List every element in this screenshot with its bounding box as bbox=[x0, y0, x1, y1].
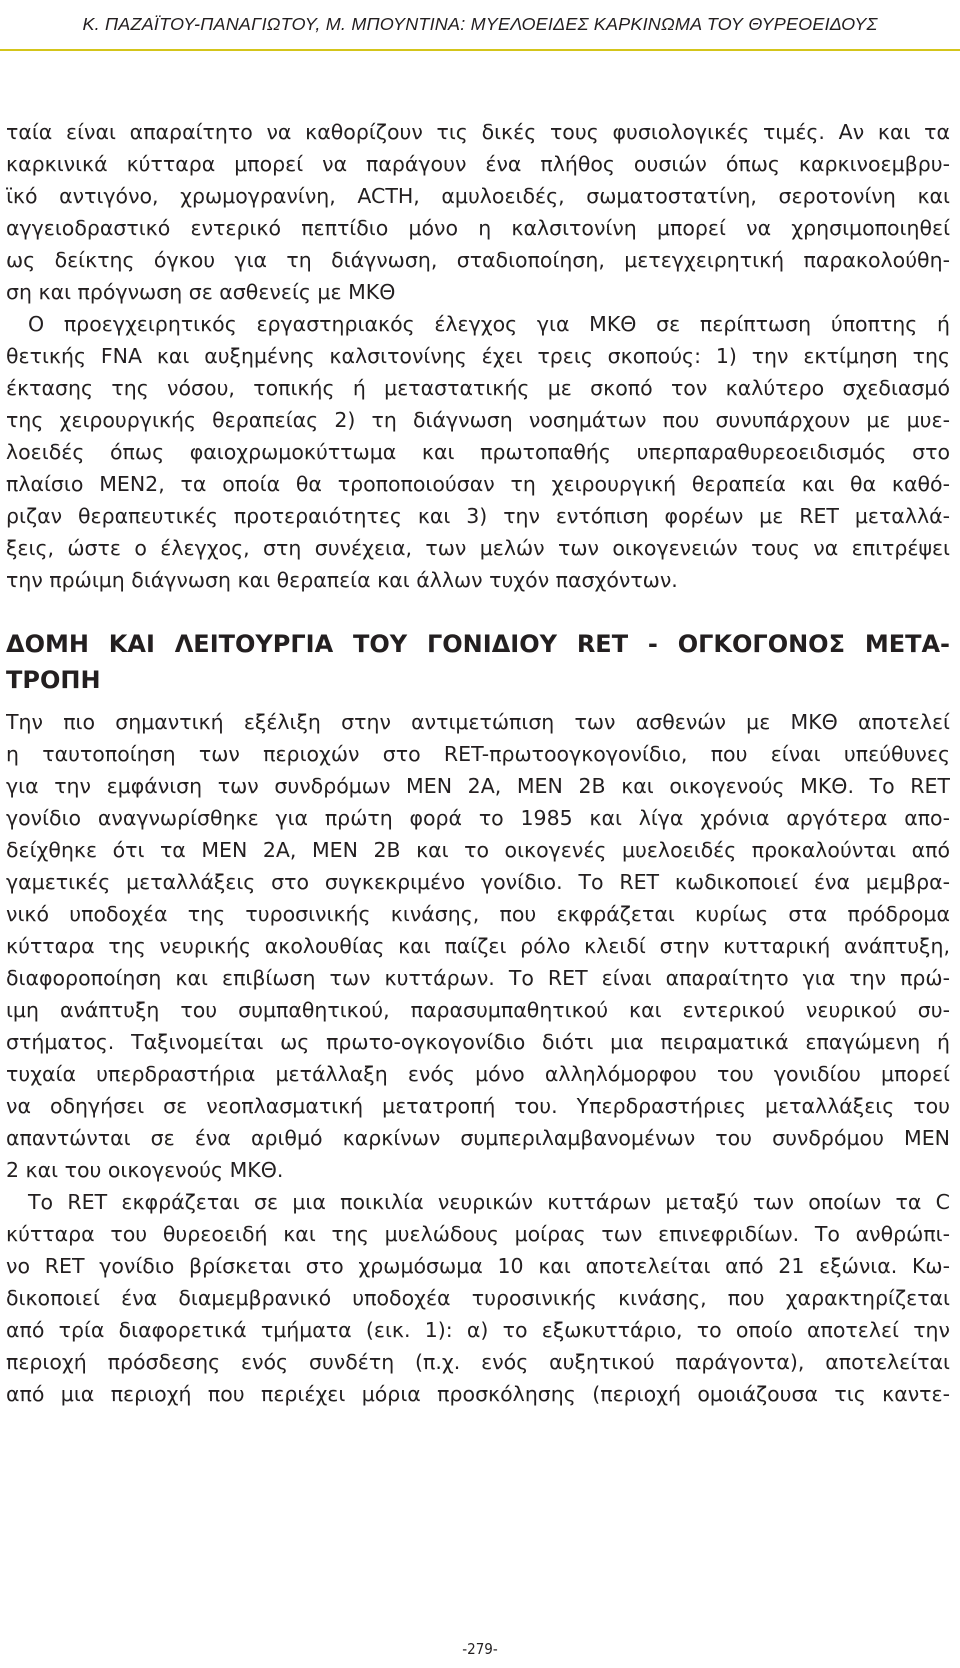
text-line: να οδηγήσει σε νεοπλασματική μετατροπή του. Υπερδραστήριες μεταλλάξεις του bbox=[6, 1094, 950, 1118]
text-line: ϊκό αντιγόνο, χρωμογρανίνη, ACTH, αμυλοειδές, σωματοστατίνη, σεροτονίνη και bbox=[6, 184, 950, 208]
text-line: Το RET εκφράζεται σε μια ποικιλία νευρικών κυττάρων μεταξύ των οποίων τα C bbox=[28, 1190, 950, 1214]
paragraph-1 bbox=[6, 116, 950, 308]
running-header bbox=[0, 0, 960, 48]
heading-spacer bbox=[6, 698, 950, 706]
text-line: Την πιο σημαντική εξέλιξη στην αντιμετώπιση των ασθενών με ΜΚΘ αποτελεί bbox=[6, 710, 950, 734]
text-line: γονίδιο αναγνωρίσθηκε για πρώτη φορά το 1985 και λίγα χρόνια αργότερα απο- bbox=[6, 806, 950, 830]
text-line: στήματος. Ταξινομείται ως πρωτο-ογκογονίδιο διότι μια πειραματικά επαγώμενη ή bbox=[6, 1030, 950, 1054]
text-line: από μια περιοχή που περιέχει μόρια προσκόλησης (περιοχή ομοιάζουσα τις καντε- bbox=[6, 1382, 950, 1406]
text-line: γαμετικές μεταλλάξεις στο συγκεκριμένο γονίδιο. Το RET κωδικοποιεί ένα μεμβρα- bbox=[6, 870, 950, 894]
text-line: ως δείκτης όγκου για τη διάγνωση, σταδιοποίηση, μετεγχειρητική παρακολούθη- bbox=[6, 248, 950, 272]
paragraph-2 bbox=[6, 308, 950, 596]
text-line: ταία είναι απαραίτητο να καθορίζουν τις δικές τους φυσιολογικές τιμές. Αν και τα bbox=[6, 120, 950, 144]
header-rule bbox=[0, 49, 960, 51]
text-line: έκτασης της νόσου, τοπικής ή μεταστατικής με σκοπό τον καλύτερο σχεδιασμό bbox=[6, 376, 950, 400]
page-footer bbox=[0, 1640, 960, 1658]
text-line: περιοχή πρόσδεσης ενός συνδέτη (π.χ. ενός αυξητικού παράγοντα), αποτελείται bbox=[6, 1350, 950, 1374]
heading-line: ΤΡΟΠΗ bbox=[6, 666, 101, 694]
article-body bbox=[6, 116, 950, 1410]
text-line: την πρώιμη διάγνωση και θεραπεία και άλλων τυχόν πασχόντων. bbox=[6, 568, 678, 592]
text-line: αγγειοδραστικό εντερικό πεπτίδιο μόνο η καλσιτονίνη μπορεί να χρησιμοποιηθεί bbox=[6, 216, 950, 240]
text-line: θετικής FNA και αυξημένης καλσιτονίνης έχει τρεις σκοπούς: 1) την εκτίμηση της bbox=[6, 344, 950, 368]
text-line: η ταυτοποίηση των περιοχών στο RET-πρωτοογκογονίδιο, που είναι υπεύθυνες bbox=[6, 742, 950, 766]
section-spacer bbox=[6, 596, 950, 626]
text-line: διαφοροποίηση και επιβίωση των κυττάρων. Το RET είναι απαραίτητο για την πρώ- bbox=[6, 966, 950, 990]
text-line: νικό υποδοχέα της τυροσινικής κινάσης, που εκφράζεται κυρίως στα πρόδρομα bbox=[6, 902, 950, 926]
paragraph-4 bbox=[6, 1186, 950, 1410]
section-heading bbox=[6, 626, 950, 698]
text-line: ξεις, ώστε ο έλεγχος, στη συνέχεια, των μελών των οικογενειών τους να επιτρέψει bbox=[6, 536, 950, 560]
text-line: Ο προεγχειρητικός εργαστηριακός έλεγχος για ΜΚΘ σε περίπτωση ύποπτης ή bbox=[28, 312, 950, 336]
text-line: πλαίσιο MEN2, τα οποία θα τροποποιούσαν τη χειρουργική θεραπεία και θα καθό- bbox=[6, 472, 950, 496]
heading-line: ΔΟΜΗ ΚΑΙ ΛΕΙΤΟΥΡΓΙΑ ΤΟΥ ΓΟΝΙΔΙΟΥ RET - ΟΓΚΟΓΟΝΟΣ ΜΕΤΑ- bbox=[6, 630, 950, 658]
text-line: δείχθηκε ότι τα MEN 2A, MEN 2B και το οικογενές μυελοειδές προκαλούνται από bbox=[6, 838, 950, 862]
page-number: -279- bbox=[462, 1640, 498, 1658]
text-line: απαντώνται σε ένα αριθμό καρκίνων συμπεριλαμβανομένων του συνδρόμου MEN bbox=[6, 1126, 950, 1150]
text-line: τυχαία υπερδραστήρια μετάλλαξη ενός μόνο αλληλόμορφου του γονιδίου μπορεί bbox=[6, 1062, 950, 1086]
text-line: δικοποιεί ένα διαμεμβρανικό υποδοχέα τυροσινικής κινάσης, που χαρακτηρίζεται bbox=[6, 1286, 950, 1310]
text-line: λοειδές όπως φαιοχρωμοκύττωμα και πρωτοπαθής υπερπαραθυρεοειδισμός στο bbox=[6, 440, 950, 464]
text-line: για την εμφάνιση των συνδρόμων MEN 2A, MEN 2B και οικογενούς ΜΚΘ. Το RET bbox=[6, 774, 950, 798]
text-line: κύτταρα του θυρεοειδή και της μυελώδους μοίρας των επινεφριδίων. Το ανθρώπι- bbox=[6, 1222, 950, 1246]
text-line: από τρία διαφορετικά τμήματα (εικ. 1): α) το εξωκυττάριο, το οποίο αποτελεί την bbox=[6, 1318, 950, 1342]
text-line: ιμη ανάπτυξη του συμπαθητικού, παρασυμπαθητικού και εντερικού νευρικού συ- bbox=[6, 998, 950, 1022]
text-line: καρκινικά κύτταρα μπορεί να παράγουν ένα πλήθος ουσιών όπως καρκινοεμβρυ- bbox=[6, 152, 950, 176]
text-line: ριζαν θεραπευτικές προτεραιότητες και 3) την εντόπιση φορέων με RET μεταλλά- bbox=[6, 504, 950, 528]
paragraph-3 bbox=[6, 706, 950, 1186]
running-title: Κ. ΠΑΖΑΪΤΟΥ-ΠΑΝΑΓΙΩΤΟΥ, Μ. ΜΠΟΥΝΤΙΝΑ: ΜΥΕΛΟΕΙΔΕΣ ΚΑΡΚΙΝΩΜΑ ΤΟΥ ΘΥΡΕΟΕΙΔΟΥΣ bbox=[82, 13, 878, 34]
text-line: 2 και του οικογενούς ΜΚΘ. bbox=[6, 1158, 284, 1182]
text-line: της χειρουργικής θεραπείας 2) τη διάγνωση νοσημάτων που συνυπάρχουν με μυε- bbox=[6, 408, 950, 432]
text-line: κύτταρα της νευρικής ακολουθίας και παίζει ρόλο κλειδί στην κυτταρική ανάπτυξη, bbox=[6, 934, 950, 958]
text-line: ση και πρόγνωση σε ασθενείς με ΜΚΘ bbox=[6, 280, 396, 304]
text-line: νο RET γονίδιο βρίσκεται στο χρωμόσωμα 10 και αποτελείται από 21 εξώνια. Κω- bbox=[6, 1254, 950, 1278]
